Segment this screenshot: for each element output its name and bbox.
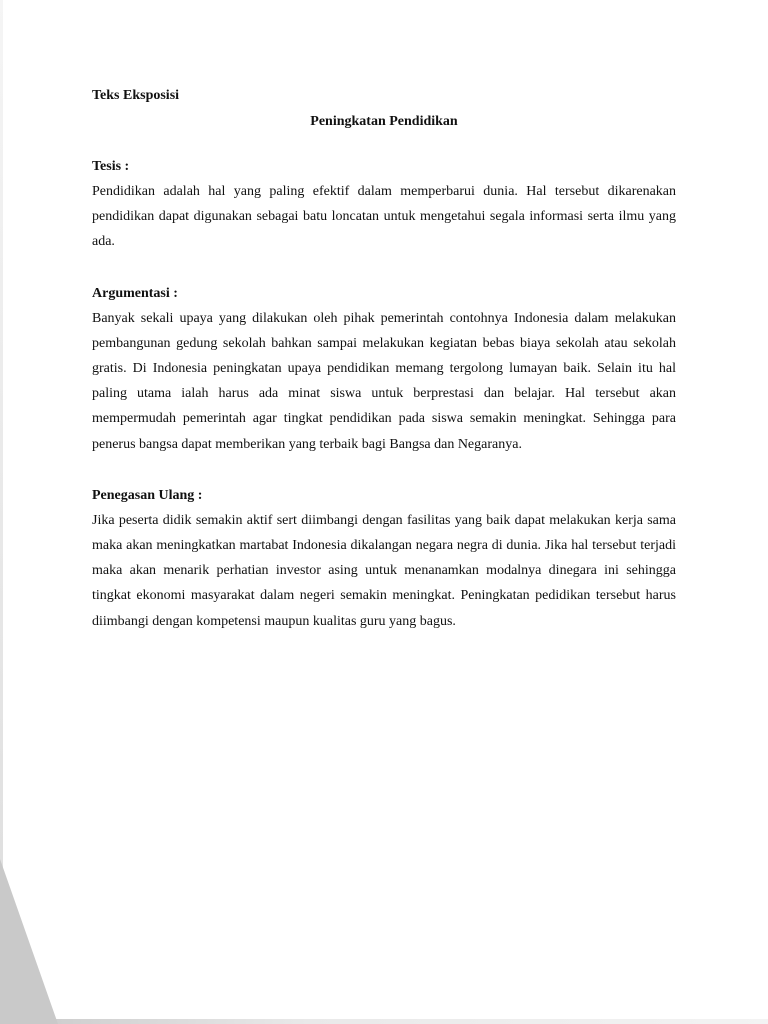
section-penegasan-ulang [92,483,676,634]
section-heading: Penegasan Ulang : [92,487,203,503]
scan-corner-artifact [0,859,58,1024]
section-body: Pendidikan adalah hal yang paling efektif dalam memperbarui dunia. Hal tersebut dikarenakan pendidikan dapat digunakan sebagai batu loncatan untuk mengetahui segala informasi serta ilmu yang ada. [92,184,676,250]
scan-bottom-edge-artifact [0,1019,768,1024]
section-heading: Argumentasi : [92,285,178,301]
section-tesis [92,154,676,255]
section-body: Jika peserta didik semakin aktif sert diimbangi dengan fasilitas yang baik dapat melakukan kerja sama maka akan meningkatkan martabat Indonesia dikalangan negara negra di dunia. Jika hal tersebut terjadi maka akan menarik perhatian investor asing untuk menanamkan modalnya dinegara ini sehingga tingkat ekonomi masyarakat dalam negeri semakin meningkat. Peningkatan pedidikan tersebut harus diimbangi dengan kompetensi maupun kualitas guru yang bagus. [92,512,676,629]
section-body: Banyak sekali upaya yang dilakukan oleh pihak pemerintah contohnya Indonesia dalam melakukan pembangunan gedung sekolah bahkan sampai melakukan kegiatan bebas biaya sekolah atau sekolah gratis. Di Indonesia peningkatan upaya pendidikan memang tergolong lumayan baik. Selain itu hal paling utama ialah harus ada minat siswa untuk berprestasi dan belajar. Hal tersebut akan mempermudah pemerintah agar tingkat pendidikan pada siswa semakin meningkat. Sehingga para penerus bangsa dapat memberikan yang terbaik bagi Bangsa dan Negaranya. [92,310,676,452]
section-heading: Tesis : [92,159,130,174]
section-argumentasi [92,281,676,457]
document-label: Teks Eksposisi [92,88,180,103]
document-title: Peningkatan Pendidikan [310,114,458,129]
